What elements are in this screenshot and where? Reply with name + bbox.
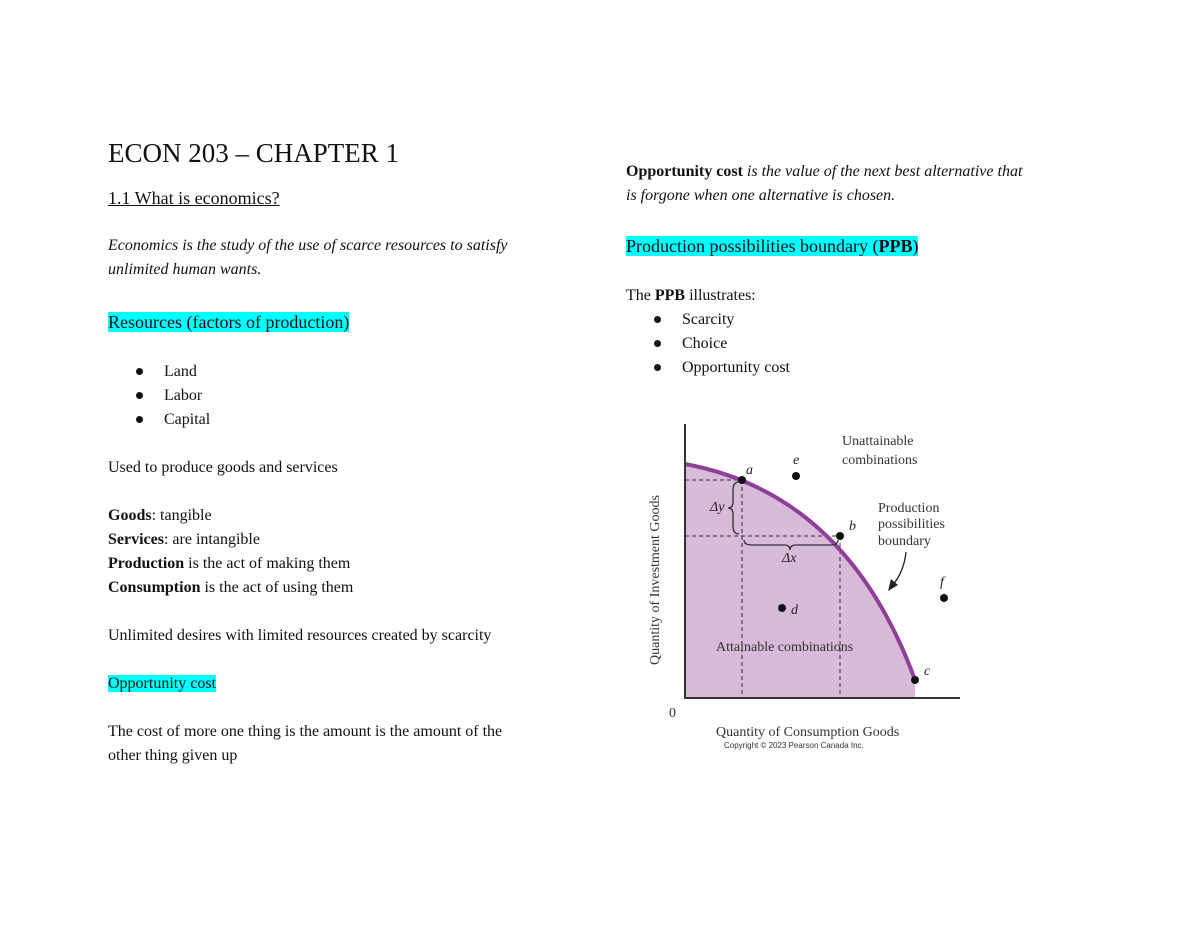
opportunity-cost-heading: Opportunity cost — [108, 675, 216, 692]
cost-text-line2: other thing given up — [108, 747, 238, 764]
page-title: ECON 203 – CHAPTER 1 — [108, 138, 400, 168]
economics-definition-line1: Economics is the study of the use of scarce resources to satisfy — [108, 237, 508, 254]
cost-text-line1: The cost of more one thing is the amount is the amount of the — [108, 723, 503, 740]
scarcity-note: Unlimited desires with limited resources created by scarcity — [108, 627, 492, 644]
point-d — [778, 604, 786, 612]
point-b-label: b — [849, 519, 856, 534]
list-item: Scarcity — [626, 308, 1096, 332]
point-d-label: d — [791, 603, 798, 618]
point-e-label: e — [793, 453, 800, 468]
point-a — [738, 476, 746, 484]
unattainable-label-line2: combinations — [842, 453, 918, 468]
opportunity-cost-definition-line2: is forgone when one alternative is chosen. — [626, 187, 896, 204]
illustrates-text: The PPB illustrates: — [626, 287, 756, 304]
list-item: Land — [108, 360, 588, 384]
point-a-label: a — [746, 463, 753, 478]
boundary-arrow — [892, 552, 906, 586]
list-item: Capital — [108, 408, 588, 432]
boundary-label-line2: possibilities — [878, 517, 945, 532]
attainable-label: Attainable combinations — [716, 640, 854, 655]
right-column — [626, 160, 1096, 380]
used-for-text: Used to produce goods and services — [108, 459, 338, 476]
term-goods: Goods: tangible — [108, 507, 212, 524]
boundary-label-line1: Production — [878, 501, 940, 516]
resources-heading: Resources (factors of production) — [108, 312, 350, 332]
y-axis-label: Quantity of Investment Goods — [648, 495, 663, 665]
illustrates-list — [626, 308, 1096, 380]
list-item: Choice — [626, 332, 1096, 356]
term-services: Services: are intangible — [108, 531, 260, 548]
delta-y-label: Δy — [710, 500, 725, 515]
list-item: Labor — [108, 384, 588, 408]
point-c-label: c — [924, 664, 931, 679]
origin-label: 0 — [669, 706, 676, 721]
x-axis-label: Quantity of Consumption Goods — [716, 725, 900, 740]
ppb-heading: Production possibilities boundary (PPB) — [626, 236, 919, 256]
point-f-label: f — [940, 575, 944, 590]
resources-list — [108, 360, 588, 432]
section-heading: 1.1 What is economics? — [108, 188, 280, 208]
economics-definition-line2: unlimited human wants. — [108, 261, 262, 278]
term-production: Production is the act of making them — [108, 555, 351, 572]
ppb-figure — [636, 418, 976, 758]
term-consumption: Consumption is the act of using them — [108, 579, 354, 596]
boundary-label-line3: boundary — [878, 534, 931, 549]
point-b — [836, 532, 844, 540]
unattainable-label-line1: Unattainable — [842, 434, 914, 449]
list-item: Opportunity cost — [626, 356, 1096, 380]
delta-x-label: Δx — [782, 551, 797, 566]
left-column — [108, 136, 588, 768]
opportunity-cost-definition-line1: Opportunity cost is the value of the next best alternative that — [626, 163, 1023, 180]
point-e — [792, 472, 800, 480]
point-f — [940, 594, 948, 602]
point-c — [911, 676, 919, 684]
copyright-text: Copyright © 2023 Pearson Canada Inc. — [724, 741, 864, 750]
